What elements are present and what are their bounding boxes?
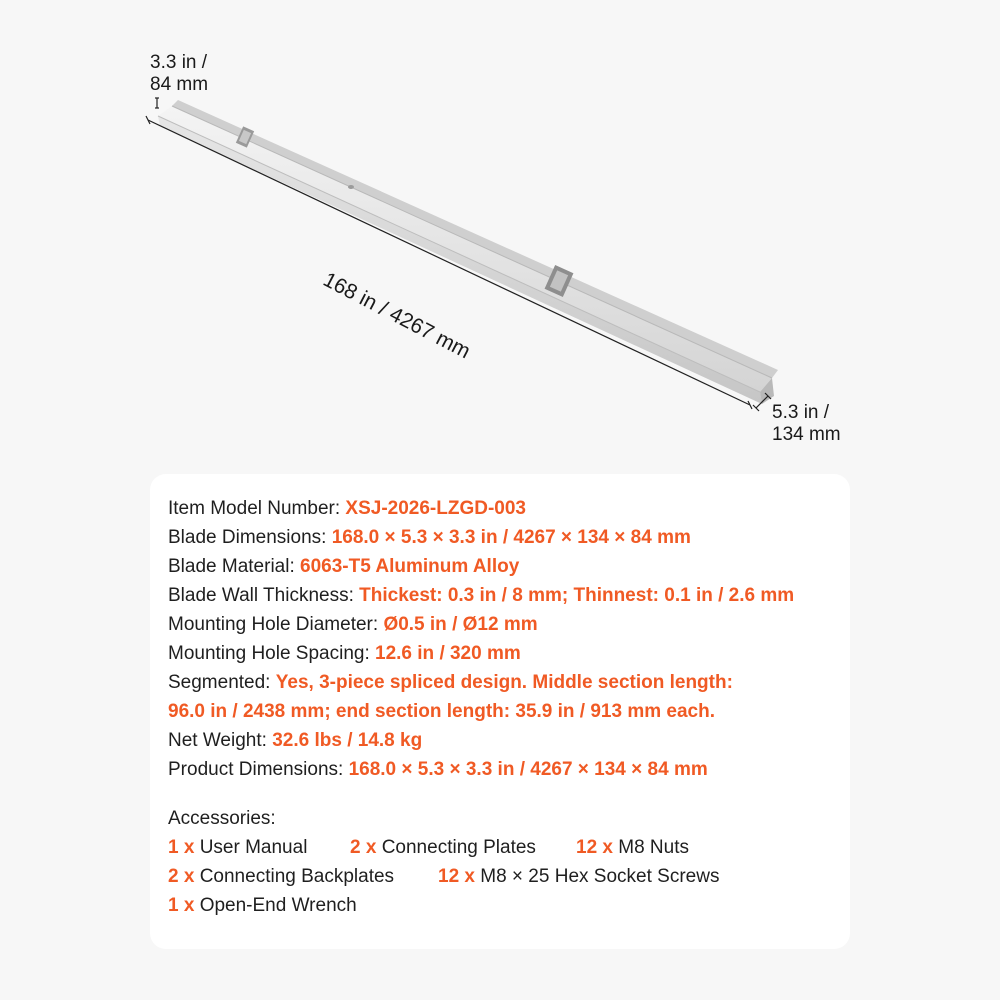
accessory-item xyxy=(438,862,719,891)
spec-blade-material xyxy=(168,552,848,581)
accessories-row-3 xyxy=(168,891,848,920)
spec-value: 168.0 × 5.3 × 3.3 in / 4267 × 134 × 84 mm xyxy=(331,527,691,548)
spec-label: Mounting Hole Spacing: xyxy=(168,643,376,664)
spec-blade-dimensions xyxy=(168,523,848,552)
spec-model-number xyxy=(168,494,848,523)
accessory-item xyxy=(168,862,394,891)
accessory-name: M8 × 25 Hex Socket Screws xyxy=(474,866,720,887)
accessory-qty: 2 x xyxy=(350,837,377,858)
accessory-name: Connecting Plates xyxy=(376,837,536,858)
width-label-line1: 5.3 in / xyxy=(772,402,830,423)
spec-label: Mounting Hole Diameter: xyxy=(168,614,384,635)
accessory-name: Connecting Backplates xyxy=(194,866,395,887)
spec-hole-spacing xyxy=(168,639,848,668)
spec-label: Blade Dimensions: xyxy=(168,527,332,548)
spec-value: Yes, 3-piece spliced design. Middle section length: xyxy=(275,672,733,693)
spec-value: Ø0.5 in / Ø12 mm xyxy=(383,614,538,635)
accessory-qty: 12 x xyxy=(438,866,475,887)
accessory-name: Open-End Wrench xyxy=(194,895,357,916)
spec-label: Product Dimensions: xyxy=(168,759,349,780)
spec-label: Item Model Number: xyxy=(168,498,346,519)
mounting-hole xyxy=(348,185,354,189)
accessory-item xyxy=(576,833,689,862)
length-label: 168 in / 4267 mm xyxy=(319,268,474,364)
spec-product-dimensions xyxy=(168,755,848,784)
accessory-name: User Manual xyxy=(194,837,308,858)
accessories-row-1 xyxy=(168,833,848,862)
accessory-name: M8 Nuts xyxy=(612,837,690,858)
spec-net-weight xyxy=(168,726,848,755)
spec-card xyxy=(150,474,850,949)
blade-body xyxy=(158,100,778,404)
spec-label: Blade Material: xyxy=(168,556,301,577)
width-label-line2: 134 mm xyxy=(772,424,841,445)
accessories-row-2 xyxy=(168,862,848,891)
accessory-qty: 1 x xyxy=(168,895,195,916)
spec-value: 168.0 × 5.3 × 3.3 in / 4267 × 134 × 84 mm xyxy=(348,759,708,780)
height-label-line1: 3.3 in / xyxy=(150,52,208,73)
spec-label: Segmented: xyxy=(168,672,276,693)
spec-value: 32.6 lbs / 14.8 kg xyxy=(272,730,423,751)
product-figure xyxy=(0,0,1000,470)
spec-label: Blade Wall Thickness: xyxy=(168,585,360,606)
height-label-line2: 84 mm xyxy=(150,74,209,95)
accessory-item xyxy=(168,833,307,862)
height-dimension-marker xyxy=(155,98,159,108)
accessory-qty: 1 x xyxy=(168,837,195,858)
spec-list xyxy=(168,494,848,920)
spec-value: XSJ-2026-LZGD-003 xyxy=(345,498,526,519)
height-label xyxy=(150,52,208,96)
spec-segmented xyxy=(168,668,848,697)
spec-label: Net Weight: xyxy=(168,730,273,751)
accessory-item xyxy=(350,833,536,862)
accessory-qty: 2 x xyxy=(168,866,195,887)
spec-value: Thickest: 0.3 in / 8 mm; Thinnest: 0.1 in / 2.6 mm xyxy=(359,585,795,606)
spec-wall-thickness xyxy=(168,581,848,610)
width-label xyxy=(772,402,841,446)
accessory-qty: 12 x xyxy=(576,837,613,858)
spec-segmented-continued xyxy=(168,697,848,726)
accessory-item xyxy=(168,891,357,920)
spec-value: 12.6 in / 320 mm xyxy=(375,643,521,664)
spec-value: 6063-T5 Aluminum Alloy xyxy=(300,556,520,577)
accessories-title: Accessories: xyxy=(168,808,276,829)
spec-value: 96.0 in / 2438 mm; end section length: 35.9 in / 913 mm each. xyxy=(168,701,715,722)
spec-hole-diameter xyxy=(168,610,848,639)
